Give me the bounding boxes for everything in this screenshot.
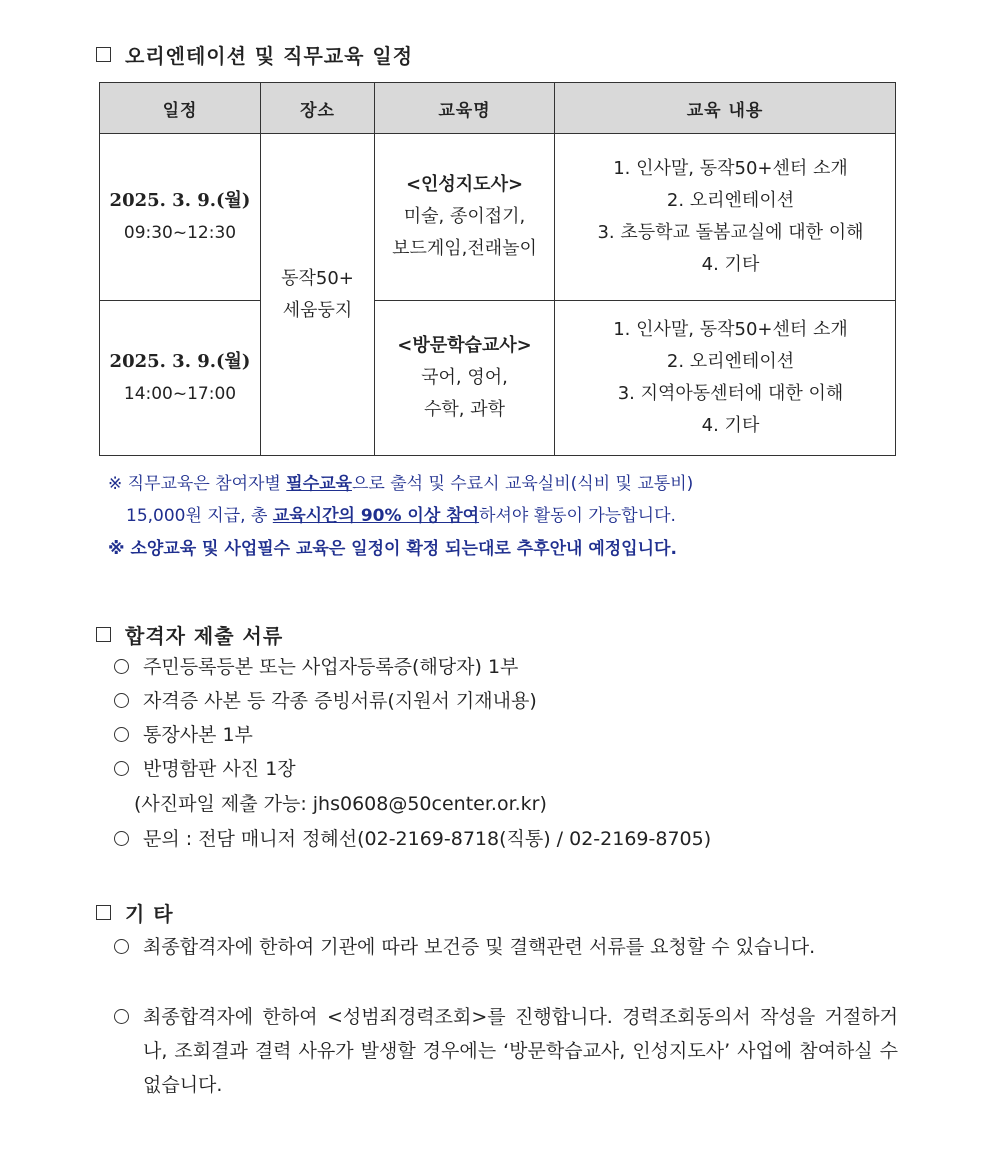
- circle-bullet-icon: [114, 831, 129, 846]
- checkbox-icon: [96, 47, 111, 62]
- circle-bullet-icon: [114, 761, 129, 776]
- circle-bullet-icon: [114, 939, 129, 954]
- time-text: 09:30~12:30: [123, 223, 237, 243]
- note-line-3: ※ 소양교육 및 사업필수 교육은 일정이 확정 되는대로 추후안내 예정입니다.: [108, 539, 677, 559]
- content-item: 1. 인사말, 동작50+센터 소개: [613, 158, 848, 179]
- content-item: 2. 오리엔테이션: [666, 190, 795, 211]
- date-text: 2025. 3. 9.(월): [109, 190, 251, 211]
- section-title-etc: 기 타: [96, 898, 174, 927]
- circle-bullet-icon: [114, 693, 129, 708]
- date-cell: [100, 134, 261, 301]
- schedule-table: [99, 82, 896, 456]
- content-item: 4. 기타: [701, 415, 760, 436]
- table-row: [100, 134, 896, 301]
- course-cell: [375, 301, 555, 456]
- place-cell: [261, 134, 375, 456]
- etc-paragraph-1: 최종합격자에 한하여 기관에 따라 보건증 및 결핵관련 서류를 요청할 수 있습니다.: [114, 930, 898, 964]
- course-line: 수학, 과학: [424, 399, 505, 420]
- list-item: 통장사본 1부: [114, 718, 253, 752]
- course-title: <인성지도사>: [405, 174, 524, 195]
- checkbox-icon: [96, 627, 111, 642]
- content-item: 4. 기타: [701, 254, 760, 275]
- place-line: 세움둥지: [282, 299, 353, 321]
- list-item: 주민등록등본 또는 사업자등록증(해당자) 1부: [114, 650, 518, 684]
- inquiry-item: 문의 : 전담 매니저 정혜선(02-2169-8718(직통) / 02-2169-8705): [114, 822, 711, 856]
- photo-note: (사진파일 제출 가능: jhs0608@50center.or.kr): [134, 793, 547, 815]
- place-line: 동작50+: [281, 267, 354, 289]
- header-course: 교육명: [375, 83, 555, 134]
- content-item: 2. 오리엔테이션: [666, 351, 795, 372]
- course-title: <방문학습교사>: [397, 335, 532, 356]
- note-line-1: ※ 직무교육은 참여자별 필수교육으로 출석 및 수료시 교육실비(식비 및 교통비): [108, 474, 694, 494]
- note-line-2: 15,000원 지급, 총 교육시간의 90% 이상 참여하셔야 활동이 가능합니다.: [126, 506, 676, 526]
- table-row: [100, 301, 896, 456]
- date-text: 2025. 3. 9.(월): [109, 351, 251, 372]
- header-place: 장소: [261, 83, 375, 134]
- course-cell: [375, 134, 555, 301]
- circle-bullet-icon: [114, 659, 129, 674]
- checkbox-icon: [96, 905, 111, 920]
- circle-bullet-icon: [114, 1009, 129, 1024]
- content-item: 3. 초등학교 돌봄교실에 대한 이해: [597, 222, 864, 243]
- header-date: 일정: [100, 83, 261, 134]
- content-item: 3. 지역아동센터에 대한 이해: [617, 383, 844, 404]
- list-item: 자격증 사본 등 각종 증빙서류(지원서 기재내용): [114, 684, 537, 718]
- etc-paragraph-2: 최종합격자에 한하여 <성범죄경력조회>를 진행합니다. 경력조회동의서 작성을 거절하거나, 조회결과 결력 사유가 발생할 경우에는 ‘방문학습교사, 인성지도사’ 사업에 참여하실 수 없습니다.: [114, 1000, 898, 1102]
- content-item: 1. 인사말, 동작50+센터 소개: [613, 319, 848, 340]
- underlined-attendance: 교육시간의 90% 이상 참여: [272, 506, 480, 526]
- course-line: 미술, 종이접기,: [403, 206, 526, 227]
- course-line: 보드게임,전래놀이: [392, 238, 537, 259]
- section-title-schedule: 오리엔테이션 및 직무교육 일정: [96, 40, 413, 69]
- content-cell: [555, 301, 896, 456]
- table-header-row: [100, 83, 896, 134]
- list-item: 반명함판 사진 1장: [114, 752, 296, 786]
- section-title-documents: 합격자 제출 서류: [96, 620, 283, 649]
- content-cell: [555, 134, 896, 301]
- header-content: 교육 내용: [555, 83, 896, 134]
- circle-bullet-icon: [114, 727, 129, 742]
- course-line: 국어, 영어,: [421, 367, 508, 388]
- date-cell: [100, 301, 261, 456]
- underlined-required: 필수교육: [286, 474, 352, 494]
- time-text: 14:00~17:00: [123, 384, 237, 404]
